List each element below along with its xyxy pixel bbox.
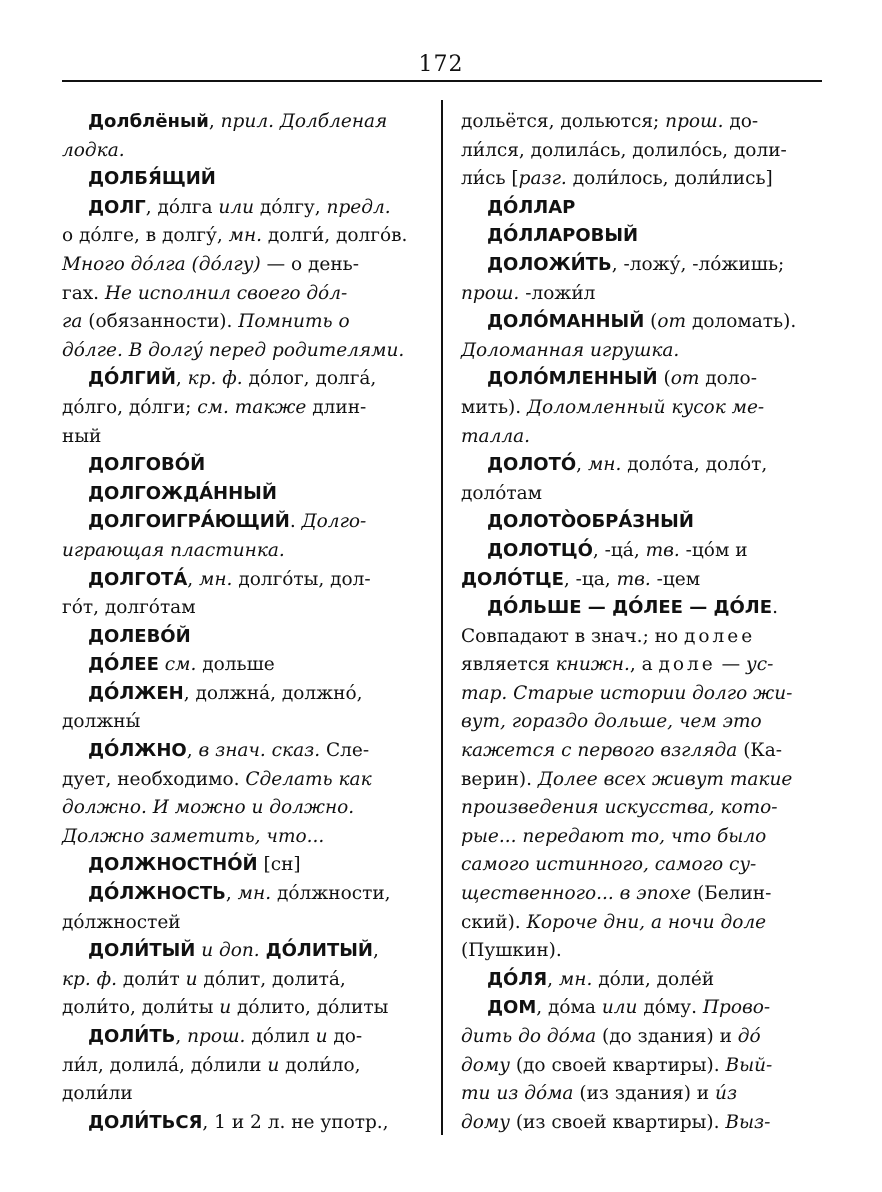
text-segment: и	[315, 1026, 328, 1047]
text-segment: доле	[658, 654, 716, 676]
text-segment: до́лго, до́лги;	[62, 396, 198, 418]
headword: ДОЛОТО́	[487, 454, 577, 476]
text-segment: (из своей квартиры).	[509, 1111, 726, 1133]
text-segment: мн.	[587, 454, 622, 476]
text-segment: Много до́лга (до́лгу)	[62, 253, 261, 275]
text-line	[62, 165, 418, 194]
text-segment: мн.	[558, 968, 593, 990]
text-line	[461, 880, 817, 909]
text-line	[62, 737, 418, 766]
headword: ДОЛИ́ТЫЙ	[88, 940, 196, 962]
text-segment: Совпадают в знач.; но	[461, 625, 685, 647]
text-segment: , до́ма	[536, 997, 602, 1019]
text-segment: Прово-	[702, 997, 771, 1019]
text-line	[461, 194, 817, 223]
text-segment: ли́сь [	[461, 168, 519, 190]
text-line	[461, 1080, 817, 1109]
text-line	[461, 708, 817, 737]
text-line	[461, 537, 817, 566]
text-line	[62, 480, 418, 509]
text-segment: до-	[327, 1026, 363, 1047]
headword: ДОЛГОТА́	[88, 568, 188, 590]
text-segment: ,	[547, 968, 559, 990]
text-line	[62, 566, 418, 595]
text-line	[62, 623, 418, 652]
text-line	[461, 566, 817, 595]
text-line	[62, 794, 418, 823]
headword: ДОЛОТО̀ОБРА́ЗНЫЙ	[487, 511, 694, 533]
text-segment: или	[601, 997, 638, 1019]
text-segment: го́т, долго́там	[62, 597, 196, 619]
text-line	[461, 966, 817, 995]
text-segment: до́лил	[245, 1026, 316, 1047]
header-rule	[62, 80, 822, 82]
text-segment: дому	[461, 1111, 510, 1133]
headword: ДОЛГ	[88, 196, 146, 218]
headword: ДО́ЛИТЫЙ	[265, 940, 373, 962]
text-segment: кр. ф.	[62, 968, 118, 990]
text-segment: доломать).	[686, 311, 797, 333]
text-segment: доли́ло,	[279, 1054, 361, 1076]
text-line	[461, 623, 817, 652]
text-segment: или	[218, 196, 255, 218]
text-segment: до́ли, доле́й	[592, 968, 715, 990]
text-line	[62, 1080, 418, 1109]
text-line	[62, 337, 418, 366]
text-segment: и	[185, 968, 198, 990]
headword: Долблёный	[88, 111, 209, 132]
text-segment: ,	[175, 1026, 188, 1047]
text-segment: , -ца́,	[592, 539, 646, 561]
text-segment: Должно заметить, что...	[62, 825, 325, 847]
text-line	[461, 451, 817, 480]
headword: ДОЛО́МЛЕННЫЙ	[487, 368, 658, 390]
text-line	[461, 222, 817, 251]
text-line	[62, 1109, 418, 1138]
text-segment: тв.	[616, 568, 651, 590]
text-segment: от	[657, 311, 687, 333]
text-segment: книжн.	[555, 654, 630, 676]
headword: ДОЛИ́ТЬСЯ	[88, 1111, 203, 1133]
headword: ДОЛЖНОСТНО́Й	[88, 854, 258, 876]
text-line	[62, 680, 418, 709]
text-segment: долго́ты, дол-	[232, 568, 371, 590]
text-segment: вут, гораздо дольше, чем это	[461, 711, 762, 733]
text-line	[461, 365, 817, 394]
text-segment: см. также	[197, 396, 307, 418]
text-segment: до́	[737, 1026, 761, 1047]
text-segment: , -ложу́, -ло́жишь;	[611, 253, 785, 275]
text-segment: разг.	[518, 168, 567, 190]
text-segment: -цем	[650, 568, 701, 590]
text-segment: до́лжностей	[62, 911, 181, 933]
text-segment: Короче дни, а ночи доле	[526, 911, 767, 933]
text-segment: дольше	[196, 654, 275, 676]
text-segment: ,	[175, 368, 188, 390]
text-segment: (до своей квартиры).	[509, 1054, 726, 1076]
text-line	[461, 737, 817, 766]
text-line	[62, 994, 418, 1023]
text-segment: (	[657, 368, 671, 390]
text-line	[461, 651, 817, 680]
text-segment: до́лге. В долгу́ перед родителями.	[62, 339, 405, 361]
headword: ДОЛОТЦО́	[487, 539, 593, 561]
text-segment: Не исполнил своего до́л-	[104, 282, 348, 304]
text-segment: тар. Старые истории долго жи-	[461, 682, 793, 704]
text-segment: ли́лся, долила́сь, долило́сь, доли-	[461, 139, 787, 161]
text-segment: до́му.	[637, 997, 703, 1019]
text-segment: щественного... в эпохе	[461, 883, 692, 905]
text-segment: должно. И можно и должно.	[62, 797, 355, 819]
text-segment: доли́т	[117, 968, 186, 990]
text-segment: прош.	[665, 111, 724, 132]
text-segment: ,	[187, 568, 200, 590]
headword: ДОЛО́МАННЫЙ	[487, 311, 645, 333]
headword: ДО́ЛЖНО	[88, 740, 187, 762]
text-segment: играющая пластинка.	[62, 539, 285, 561]
text-segment: доло́там	[461, 482, 543, 504]
text-segment: (до здания) и	[596, 1026, 738, 1047]
headword: ДОЛБЯ́ЩИЙ	[88, 168, 216, 190]
text-segment: (Пушкин).	[461, 940, 562, 962]
text-segment: доли́лось, доли́лись]	[566, 168, 773, 190]
text-line	[62, 108, 418, 137]
text-line	[461, 165, 817, 194]
text-line	[461, 823, 817, 852]
text-segment: прош.	[461, 282, 520, 304]
text-segment: произведения искусства, кото-	[461, 797, 778, 819]
text-line	[62, 651, 418, 680]
text-line	[62, 823, 418, 852]
column-divider	[441, 100, 443, 1135]
text-line	[62, 909, 418, 938]
headword: ДО́ЛГИЙ	[88, 368, 176, 390]
text-line	[62, 594, 418, 623]
text-segment: (обязанности).	[82, 311, 239, 333]
text-segment: ,	[208, 111, 221, 132]
text-segment: , должна́, должно́,	[183, 682, 363, 704]
text-segment: доло-	[699, 368, 757, 390]
text-segment: мн.	[199, 568, 233, 590]
text-line	[62, 394, 418, 423]
text-line	[62, 423, 418, 452]
text-segment: доли́ли	[62, 1083, 133, 1105]
text-segment: и	[267, 1054, 280, 1076]
text-segment: дует, необходимо.	[62, 768, 246, 790]
text-segment: (Белин-	[691, 883, 772, 905]
headword: ДО́ЛЖНОСТЬ	[88, 883, 226, 905]
text-segment: , а	[629, 654, 659, 676]
text-segment: до-	[723, 111, 759, 132]
text-segment: , -ца,	[563, 568, 617, 590]
headword: ДО́ЛЖЕН	[88, 682, 184, 704]
text-line	[62, 365, 418, 394]
text-line	[461, 994, 817, 1023]
text-line	[62, 966, 418, 995]
headword: ДОЛГОЖДА́ННЫЙ	[88, 482, 277, 504]
text-segment: и доп.	[201, 940, 260, 962]
text-line	[62, 308, 418, 337]
text-segment: долее	[684, 625, 756, 647]
text-line	[62, 137, 418, 166]
text-line	[461, 280, 817, 309]
text-segment: ский).	[461, 911, 527, 933]
text-line	[461, 1052, 817, 1081]
text-segment: рые... передают то, что было	[461, 825, 767, 847]
text-line	[461, 394, 817, 423]
text-segment: прил. Долбленая	[220, 111, 388, 132]
text-segment: ,	[186, 740, 199, 762]
text-segment: мн.	[237, 883, 272, 905]
text-segment: предл.	[326, 196, 391, 218]
text-line	[62, 280, 418, 309]
text-line	[461, 508, 817, 537]
headword: ДОЛЕВО́Й	[88, 625, 191, 647]
text-line	[461, 766, 817, 795]
headword: ДО́ЛЯ	[487, 968, 548, 990]
text-segment: и	[219, 997, 232, 1019]
text-segment: кр. ф.	[187, 368, 243, 390]
text-segment: Доломленный кусок ме-	[527, 396, 765, 418]
text-segment: самого истинного, самого су-	[461, 854, 757, 876]
text-line	[461, 251, 817, 280]
text-segment: дольётся, дольются;	[461, 111, 666, 132]
text-segment: долги́, долго́в.	[262, 225, 408, 247]
text-segment: -ложи́л	[519, 282, 596, 304]
text-segment: ус-	[746, 654, 774, 676]
headword: ДОЛГОИГРА́ЮЩИЙ	[88, 511, 290, 533]
text-segment: (Ка-	[737, 740, 783, 762]
text-segment: -цо́м и	[679, 539, 748, 561]
text-segment: Доломанная игрушка.	[461, 339, 680, 361]
text-segment: га	[62, 311, 83, 333]
text-segment: (из здания) и	[573, 1083, 716, 1105]
text-segment: см.	[164, 654, 197, 676]
headword: ДО́ЛЛАРОВЫЙ	[487, 225, 639, 247]
text-line	[461, 794, 817, 823]
right-column	[461, 108, 817, 1137]
text-segment: Вый-	[725, 1054, 773, 1076]
left-column	[62, 108, 418, 1137]
text-segment: ный	[62, 425, 102, 447]
text-line	[62, 251, 418, 280]
text-line	[62, 766, 418, 795]
text-line	[461, 1023, 817, 1052]
text-segment: до́лито, до́литы	[231, 997, 389, 1019]
text-line	[461, 137, 817, 166]
text-segment: Помнить о	[238, 311, 350, 333]
text-segment: доли́то, доли́ты	[62, 997, 220, 1019]
text-segment: Долее всех живут такие	[537, 768, 793, 790]
text-segment: Сле-	[320, 740, 370, 762]
headword: ДО́ЛЕЕ	[88, 654, 159, 676]
text-segment: Сделать как	[245, 768, 372, 790]
text-line	[461, 909, 817, 938]
text-segment: ,	[225, 883, 238, 905]
text-line	[62, 537, 418, 566]
text-segment: лодка.	[62, 139, 125, 161]
text-line	[62, 1052, 418, 1081]
text-line	[461, 480, 817, 509]
text-segment: верин).	[461, 768, 538, 790]
text-segment: ти из до́ма	[461, 1083, 574, 1105]
text-segment: дить до до́ма	[461, 1026, 597, 1047]
text-line	[461, 337, 817, 366]
text-line	[62, 851, 418, 880]
text-segment: ли́л, долила́, до́лили	[62, 1054, 268, 1076]
text-segment: , 1 и 2 л. не употр.,	[202, 1111, 389, 1133]
text-segment: от	[670, 368, 700, 390]
text-line	[461, 851, 817, 880]
page-number: 172	[418, 52, 464, 77]
text-line	[62, 508, 418, 537]
text-segment: ,	[372, 940, 379, 962]
text-segment: Долго-	[301, 511, 367, 533]
headword: ДО́ЛЬШЕ — ДО́ЛЕЕ — ДО́ЛЕ	[487, 597, 773, 619]
text-segment: длин-	[306, 396, 367, 418]
text-segment: .	[289, 511, 302, 533]
text-segment: доло́та, доло́т,	[621, 454, 768, 476]
text-line	[62, 708, 418, 737]
text-line	[461, 594, 817, 623]
text-segment: должны́	[62, 711, 141, 733]
text-segment: [сн]	[257, 854, 301, 876]
headword: ДОМ	[487, 997, 537, 1019]
headword: ДОЛОЖИ́ТЬ	[487, 253, 612, 275]
text-segment: до́лит, долита́,	[197, 968, 346, 990]
text-line	[461, 423, 817, 452]
headword: ДОЛГОВО́Й	[88, 454, 206, 476]
text-line	[62, 222, 418, 251]
text-segment: дому	[461, 1054, 510, 1076]
text-line	[62, 451, 418, 480]
text-segment: —	[715, 654, 747, 676]
text-segment: Выз-	[725, 1111, 771, 1133]
text-line	[62, 1023, 418, 1052]
text-line	[461, 1109, 817, 1138]
headword: ДО́ЛЛАР	[487, 196, 576, 218]
text-line	[62, 194, 418, 223]
text-segment: , до́лга	[145, 196, 219, 218]
text-segment: и́з	[715, 1083, 738, 1105]
text-segment: кажется с первого взгляда	[461, 740, 738, 762]
text-segment: до́лгу,	[254, 196, 327, 218]
text-segment: до́лог, долга́,	[242, 368, 377, 390]
text-segment: талла.	[461, 425, 531, 447]
text-line	[461, 680, 817, 709]
headword: ДОЛО́ТЦЕ	[461, 568, 564, 590]
text-line	[461, 937, 817, 966]
text-segment: прош.	[187, 1026, 246, 1047]
headword: ДОЛИ́ТЬ	[88, 1026, 176, 1047]
text-segment: является	[461, 654, 556, 676]
text-segment: тв.	[645, 539, 680, 561]
text-line	[62, 937, 418, 966]
text-segment: до́лжности,	[271, 883, 391, 905]
text-line	[461, 108, 817, 137]
text-segment: — о день-	[260, 253, 359, 275]
text-segment: в знач. сказ.	[198, 740, 321, 762]
text-segment: (	[644, 311, 658, 333]
text-line	[62, 880, 418, 909]
text-segment: .	[772, 597, 778, 619]
text-line	[461, 308, 817, 337]
text-segment: ,	[576, 454, 588, 476]
text-segment: о до́лге, в долгу́,	[62, 225, 229, 247]
text-segment: мн.	[228, 225, 263, 247]
text-segment: гах.	[62, 282, 105, 304]
text-segment: мить).	[461, 396, 528, 418]
